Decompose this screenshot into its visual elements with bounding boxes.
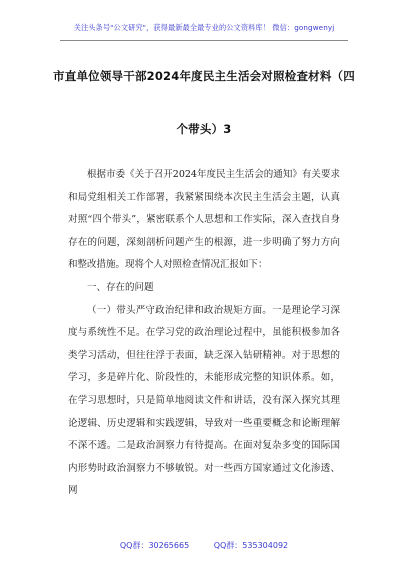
footer-qq-group-2: QQ群：535304092 [213, 541, 289, 550]
problem-paragraph-1: （一）带头严守政治纪律和政治规矩方面。一是理论学习深度与系统性不足。在学习党的政治理论过程中，虽能积极参加各类学习活动，但往往浮于表面，缺乏深入钻研精神。对于思想的学习，多是碎片化、阶段性的，未能形成完整的知识体系。如，在学习思想时，只是简单地阅读文件和讲话，没有深入探究其理论逻辑、历史逻辑和实践逻辑，导致对一些重要概念和论断理解不深不透。二是政治洞察力有待提高。在面对复杂多变的国际国内形势时政治洞察力不够敏锐。对一些西方国家通过文化渗透、网 [68, 304, 340, 497]
footer-qq-group-1: QQ群：30265665 [119, 541, 190, 550]
document-body [68, 164, 340, 503]
section-heading-problems: 一、存在的问题 [87, 281, 154, 293]
intro-paragraph: 根据市委《关于召开2024年度民主生活会的通知》有关要求和局党组相关工作部署，我紧紧围绕本次民主生活会主题，认真对照“四个带头”，紧密联系个人思想和工作实际，深入查找自身存在的问题，深刻剖析问题产生的根源，进一步明确了努力方向和整改措施。现将个人对照检查情况汇报如下： [68, 169, 340, 271]
document-title-line-2: 个带头）3 [176, 122, 232, 136]
header-banner: 关注头条号"公文研究"，获得最新最全最专业的公文资料库！ 微信：gongwenyj [73, 23, 335, 32]
document-title-line-1: 市直单位领导干部2024年度民主生活会对照检查材料（四 [53, 69, 355, 83]
header-divider [60, 40, 348, 41]
footer-contact [0, 540, 408, 551]
